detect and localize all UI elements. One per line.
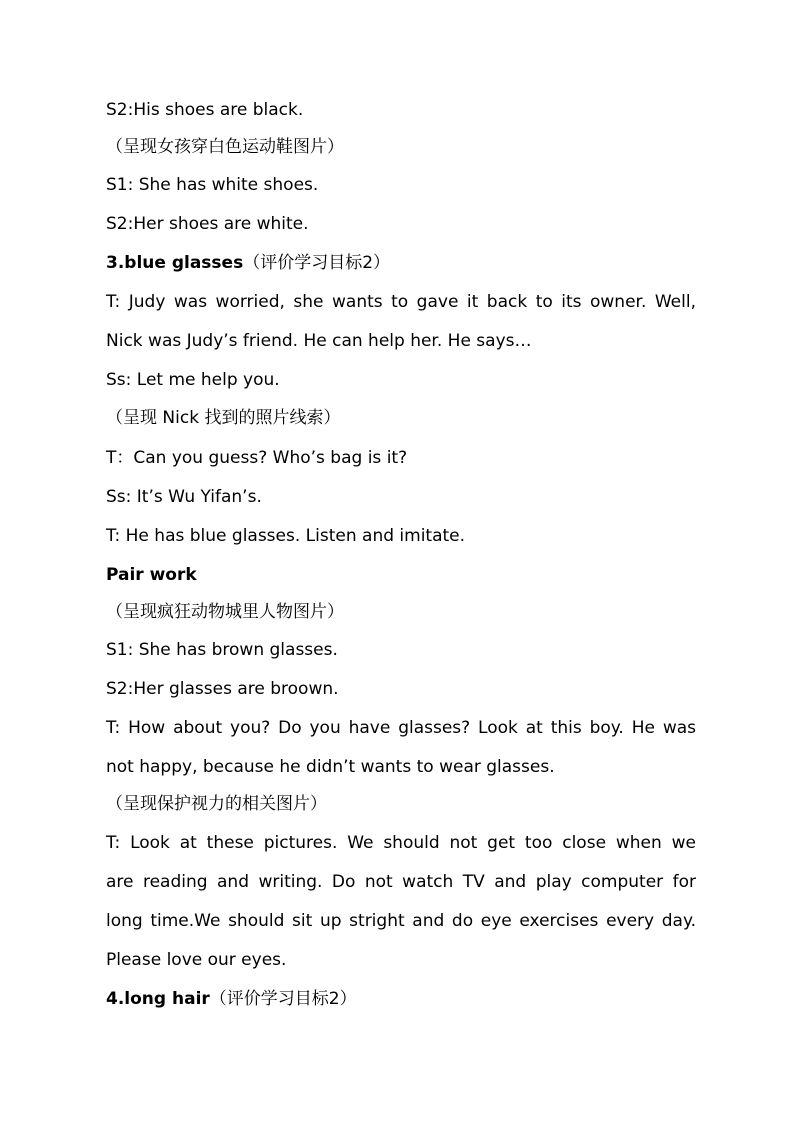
stage-note: （呈现保护视力的相关图片） xyxy=(106,794,327,814)
dialogue-line: are reading and writing. Do not watch TV and play computer for xyxy=(106,872,696,892)
dialogue-line: S1: She has white shoes. xyxy=(106,175,319,195)
section-title: blue glasses xyxy=(124,253,244,273)
dialogue-line: Ss: It’s Wu Yifan’s. xyxy=(106,487,262,507)
section-number: 4. xyxy=(106,989,125,1009)
stage-note: （呈现疯狂动物城里人物图片） xyxy=(106,602,344,622)
dialogue-line: Please love our eyes. xyxy=(106,950,287,970)
section-number: 3. xyxy=(106,253,125,273)
dialogue-line: S2:Her shoes are white. xyxy=(106,214,309,234)
pair-work-heading: Pair work xyxy=(106,565,197,585)
section-note: （评价学习目标2） xyxy=(243,253,391,273)
dialogue-line: S2:Her glasses are broown. xyxy=(106,679,339,699)
dialogue-line: long time.We should sit up stright and do eye exercises every day. xyxy=(106,911,696,931)
stage-note: （呈现女孩穿白色运动鞋图片） xyxy=(106,137,344,157)
dialogue-line: T：Can you guess? Who’s bag is it? xyxy=(106,448,408,468)
stage-note: （呈现 Nick 找到的照片线索） xyxy=(106,408,341,428)
dialogue-line: T: He has blue glasses. Listen and imitate. xyxy=(106,526,466,546)
dialogue-line: S1: She has brown glasses. xyxy=(106,640,338,660)
section-heading-4 xyxy=(106,988,696,1010)
dialogue-line: Nick was Judy’s friend. He can help her. He says… xyxy=(106,331,532,351)
dialogue-line: T: Judy was worried, she wants to gave it back to its owner. Well, xyxy=(106,292,696,312)
section-heading-3 xyxy=(106,252,696,274)
dialogue-line: not happy, because he didn’t wants to wear glasses. xyxy=(106,757,555,777)
dialogue-line: T: How about you? Do you have glasses? Look at this boy. He was xyxy=(106,718,696,738)
dialogue-line: Ss: Let me help you. xyxy=(106,370,280,390)
section-title: long hair xyxy=(124,989,210,1009)
dialogue-line: T: Look at these pictures. We should not get too close when we xyxy=(106,833,696,853)
section-note: （评价学习目标2） xyxy=(209,989,357,1009)
dialogue-line: S2:His shoes are black. xyxy=(106,100,304,120)
